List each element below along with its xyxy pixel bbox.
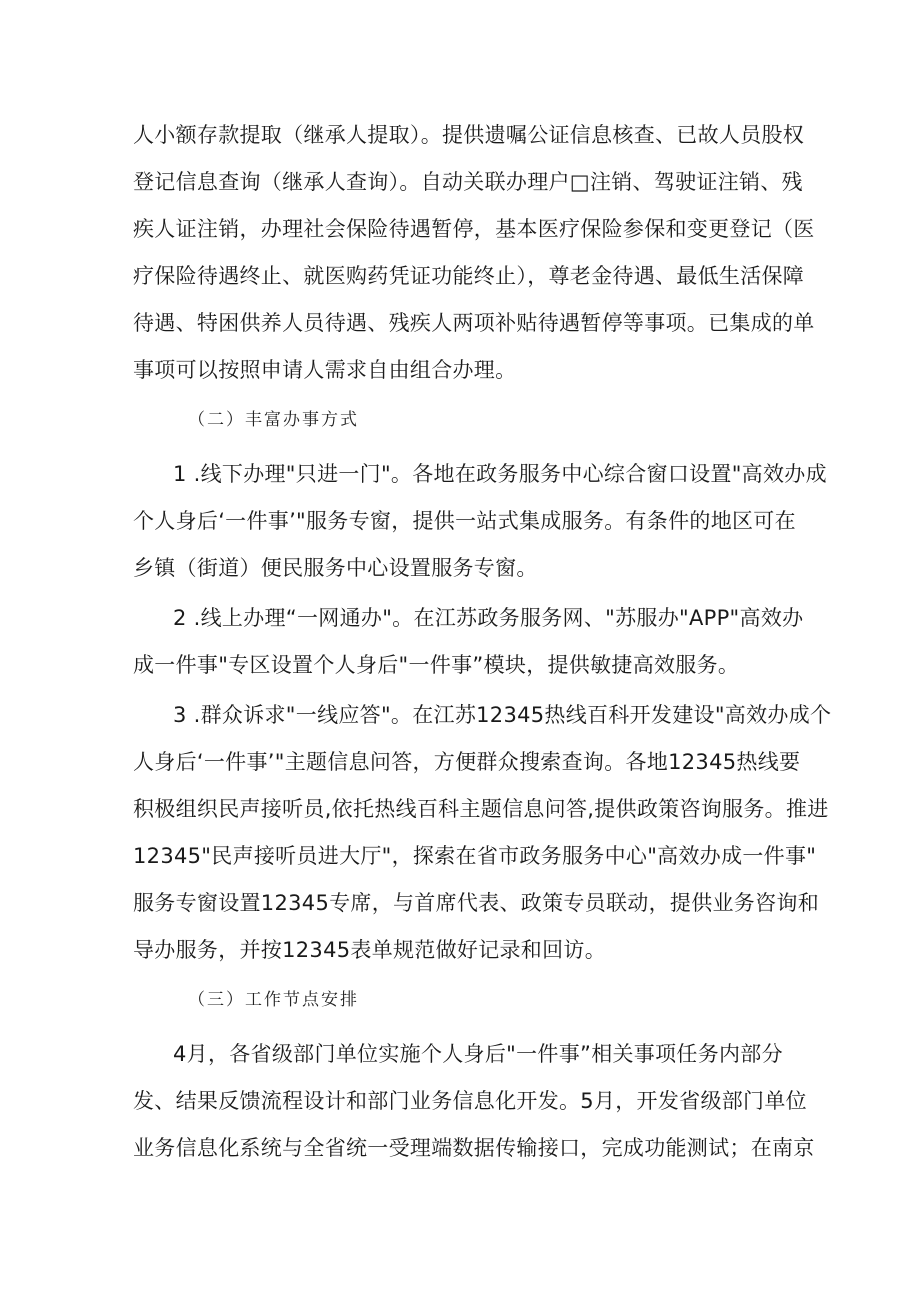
paragraph-line: 人小额存款提取（继承人提取）。提供遗嘱公证信息核查、已故人员股权	[133, 123, 805, 147]
paragraph-line: 1 .线下办理"只进一门"。各地在政务服务中心综合窗口设置"高效办成	[173, 462, 827, 486]
paragraph-line: 12345"民声接听员进大厅"，探索在省市政务服务中心"高效办成一件事"	[133, 844, 817, 868]
paragraph-line: 服务专窗设置12345专席，与首席代表、政策专员联动，提供业务咨询和	[133, 891, 820, 915]
paragraph-line: 登记信息查询（继承人查询）。自动关联办理户□注销、驾驶证注销、残	[133, 170, 803, 194]
paragraph-line: 疗保险待遇终止、就医购药凭证功能终止），尊老金待遇、最低生活保障	[133, 264, 805, 288]
section-heading: （三）工作节点安排	[188, 990, 359, 1010]
paragraph-line: 疾人证注销，办理社会保险待遇暂停，基本医疗保险参保和变更登记（医	[133, 217, 815, 241]
paragraph-line: 人身后‘一件事’"主题信息问答，方便群众搜索查询。各地12345热线要	[133, 750, 801, 774]
paragraph-line: 2 .线上办理“一网通办"。在江苏政务服务网、"苏服办"APP"高效办	[173, 606, 804, 630]
paragraph-line: 3 .群众诉求"一线应答"。在江苏12345热线百科开发建设"高效办成个	[173, 703, 832, 727]
paragraph-line: 4月，各省级部门单位实施个人身后"一件事”相关事项任务内部分	[173, 1042, 783, 1066]
paragraph-line: 积极组织民声接听员,依托热线百科主题信息问答,提供政策咨询服务。推进	[133, 797, 829, 821]
paragraph-line: 发、结果反馈流程设计和部门业务信息化开发。5月，开发省级部门单位	[133, 1089, 807, 1113]
paragraph-line: 乡镇（街道）便民服务中心设置服务专窗。	[133, 556, 538, 580]
paragraph-line: 成一件事"专区设置个人身后"一件事”模块，提供敏捷高效服务。	[133, 653, 740, 677]
paragraph-line: 待遇、特困供养人员待遇、残疾人两项补贴待遇暂停等事项。已集成的单	[133, 311, 815, 335]
paragraph-line: 事项可以按照申请人需求自由组合办理。	[133, 358, 517, 382]
section-heading: （二）丰富办事方式	[188, 410, 359, 430]
paragraph-line: 导办服务，并按12345表单规范做好记录和回访。	[133, 938, 607, 962]
paragraph-line: 业务信息化系统与全省统一受理端数据传输接口，完成功能测试；在南京	[133, 1136, 815, 1160]
paragraph-line: 个人身后‘一件事’"服务专窗，提供一站式集成服务。有条件的地区可在	[133, 509, 796, 533]
